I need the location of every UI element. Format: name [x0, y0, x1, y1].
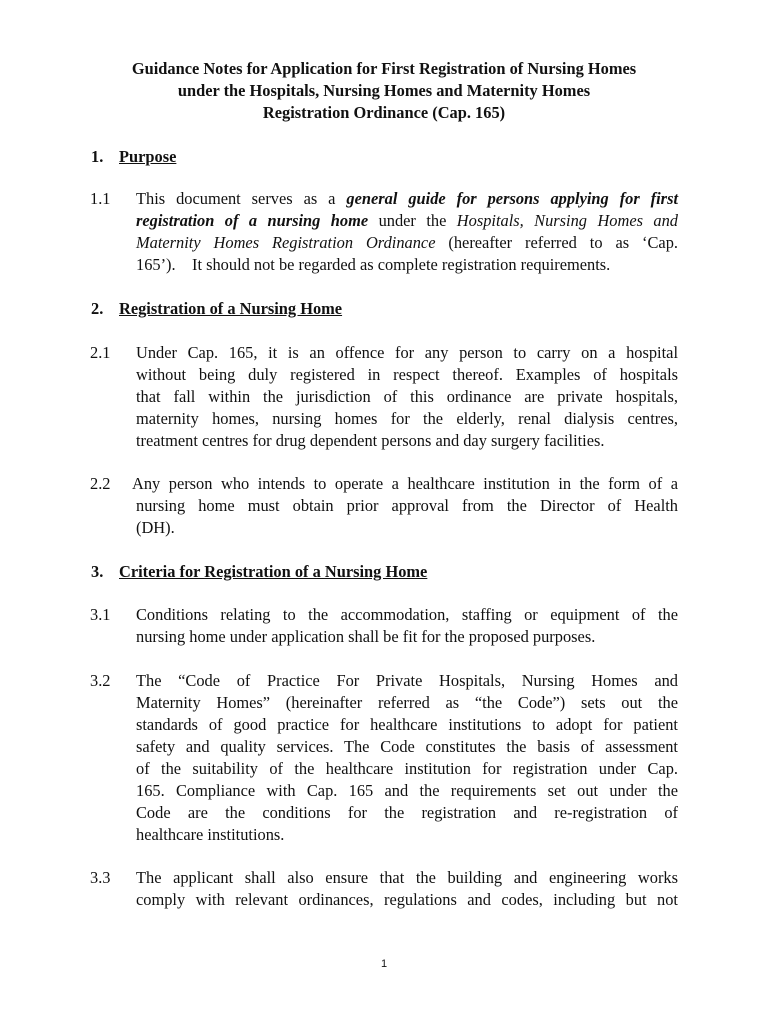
paragraph-line: treatment centres for drug dependent persons and day surgery facilities.: [136, 431, 605, 450]
paragraph-3-2: [90, 670, 678, 846]
paragraph-line: Any person who intends to operate a healthcare institution in the form of a: [132, 474, 678, 493]
italic-text: Hospitals, Nursing Homes and: [456, 211, 678, 230]
paragraph-line: Under Cap. 165, it is an offence for any person to carry on a hospital: [136, 343, 678, 362]
text-run: This document serves as a: [136, 189, 347, 208]
paragraph-line: Maternity Homes” (hereinafter referred as “the Code”) sets out the: [136, 693, 678, 712]
paragraph-number: 2.1: [90, 343, 111, 362]
title-line: under the Hospitals, Nursing Homes and Maternity Homes: [177, 81, 591, 100]
section-heading-registration: [91, 298, 342, 320]
paragraph-line: standards of good practice for healthcare institutions to adopt for patient: [136, 715, 678, 734]
italic-text: Maternity Homes Registration Ordinance: [136, 233, 436, 252]
paragraph-1-1: [90, 188, 678, 276]
text-run: (hereafter referred to as ‘Cap.: [435, 233, 678, 252]
section-title: Criteria for Registration of a Nursing Home: [119, 562, 428, 581]
paragraph-line: 165. Compliance with Cap. 165 and the requirements set out under the: [136, 781, 678, 800]
paragraph-line: 165’). It should not be regarded as complete registration requirements.: [136, 255, 611, 274]
paragraph-line: that fall within the jurisdiction of this ordinance are private hospitals,: [136, 387, 678, 406]
paragraph-number: 3.1: [90, 605, 111, 624]
section-heading-criteria: [91, 561, 427, 583]
paragraph-line: [136, 232, 678, 254]
paragraph-line: maternity homes, nursing homes for the elderly, renal dialysis centres,: [136, 409, 678, 428]
paragraph-3-1: [90, 604, 678, 648]
paragraph-number: 1.1: [90, 189, 111, 208]
paragraph-line: (DH).: [136, 518, 175, 537]
section-title: Registration of a Nursing Home: [119, 299, 343, 318]
paragraph-2-2: [90, 473, 678, 539]
page-number: 1: [380, 958, 388, 970]
section-title: Purpose: [119, 147, 177, 166]
text-run: under the: [368, 211, 457, 230]
paragraph-line: Conditions relating to the accommodation, staffing or equipment of the: [136, 605, 678, 624]
paragraph-2-1: [90, 342, 678, 452]
paragraph-3-3: [90, 867, 678, 911]
paragraph-line: healthcare institutions.: [136, 825, 285, 844]
paragraph-line: Code are the conditions for the registration and re-registration of: [136, 803, 678, 822]
section-heading-purpose: [91, 146, 176, 168]
paragraph-line: without being duly registered in respect thereof. Examples of hospitals: [136, 365, 678, 384]
paragraph-line: The “Code of Practice For Private Hospitals, Nursing Homes and: [136, 671, 678, 690]
paragraph-number: 3.3: [90, 868, 111, 887]
paragraph-number: 2.2: [90, 474, 111, 493]
title-line: Guidance Notes for Application for First Registration of Nursing Homes: [131, 59, 637, 78]
paragraph-line: [136, 188, 678, 210]
document-title: [60, 58, 708, 124]
bold-italic-text: registration of a nursing home: [136, 211, 369, 230]
paragraph-line: of the suitability of the healthcare institution for registration under Cap.: [136, 759, 678, 778]
section-number: 3.: [91, 562, 104, 581]
paragraph-number: 3.2: [90, 671, 111, 690]
paragraph-line: nursing home must obtain prior approval from the Director of Health: [136, 496, 678, 515]
paragraph-line: [136, 210, 678, 232]
section-number: 1.: [91, 147, 104, 166]
section-number: 2.: [91, 299, 104, 318]
bold-italic-text: general guide for persons applying for first: [346, 189, 678, 208]
paragraph-line: comply with relevant ordinances, regulations and codes, including but not: [136, 890, 678, 909]
paragraph-line: nursing home under application shall be fit for the proposed purposes.: [136, 627, 596, 646]
paragraph-line: safety and quality services. The Code constitutes the basis of assessment: [136, 737, 678, 756]
paragraph-line: The applicant shall also ensure that the building and engineering works: [136, 868, 678, 887]
title-line: Registration Ordinance (Cap. 165): [262, 103, 506, 122]
